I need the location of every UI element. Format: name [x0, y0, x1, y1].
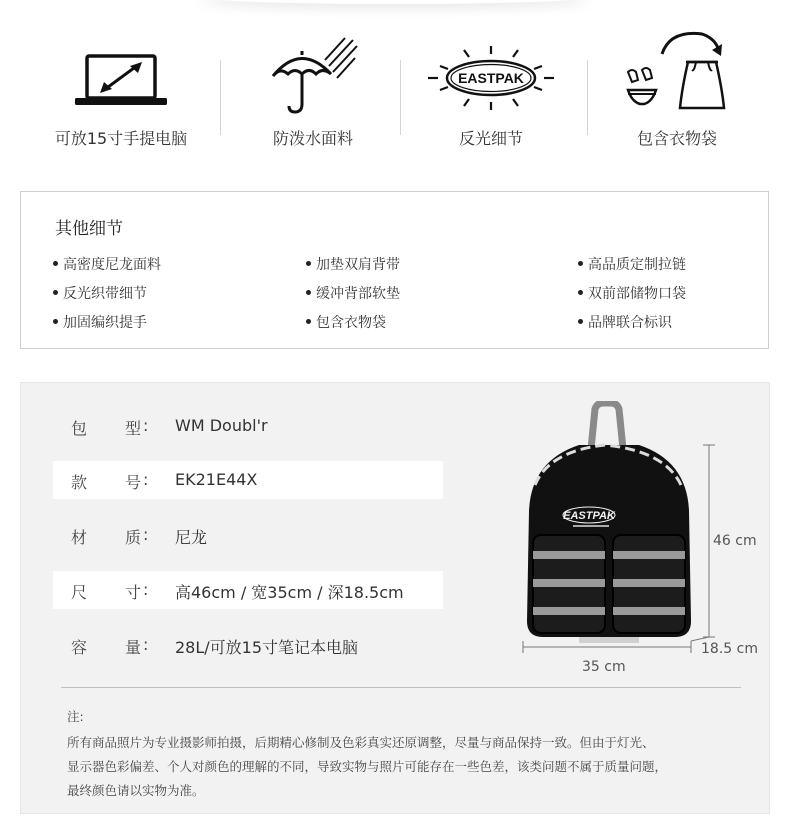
- spec-colon: :: [143, 580, 149, 599]
- detail-item: 缓冲背部软垫: [306, 283, 400, 303]
- depth-label: 18.5 cm: [701, 641, 758, 657]
- spec-colon: :: [143, 470, 149, 489]
- detail-item: 加固编织提手: [53, 312, 147, 332]
- feature-row: [0, 0, 790, 170]
- detail-item: 加垫双肩背带: [306, 254, 400, 274]
- other-details-box: [20, 191, 769, 349]
- note-title: 注:: [67, 709, 84, 724]
- spec-value: WM Doubl'r: [175, 416, 268, 435]
- detail-item: 高密度尼龙面料: [53, 254, 161, 274]
- spec-key: 量: [125, 638, 142, 657]
- detail-item: 双前部储物口袋: [578, 283, 686, 303]
- spec-key: 款: [71, 473, 88, 492]
- spec-row-material: [53, 516, 443, 554]
- spec-key: 型: [125, 419, 142, 438]
- spec-colon: :: [143, 525, 149, 544]
- spec-key: 材: [71, 528, 88, 547]
- note-line: 显示器色彩偏差、个人对颜色的理解的不同，导致实物与照片可能存在一些色差，该类问题不属于质量问题，: [67, 759, 668, 774]
- spec-row-model: [53, 461, 443, 499]
- feature-label: 反光细节: [458, 129, 523, 148]
- spec-key: 寸: [125, 583, 142, 602]
- note-line: 最终颜色请以实物为准。: [67, 783, 205, 798]
- detail-item: 品牌联合标识: [578, 312, 672, 332]
- divider: [400, 60, 401, 135]
- spec-colon: :: [143, 635, 149, 654]
- feature-laptop: [36, 0, 206, 170]
- spec-row-size: [53, 571, 443, 609]
- spec-divider: [61, 687, 741, 688]
- spec-value: EK21E44X: [175, 470, 258, 489]
- feature-waterproof: [228, 0, 398, 170]
- spec-row-capacity: [53, 626, 443, 664]
- other-details-title: 其他细节: [55, 219, 123, 239]
- feature-label: 包含衣物袋: [636, 129, 717, 148]
- laptop-icon: [73, 52, 169, 108]
- feature-label: 可放15寸手提电脑: [54, 129, 188, 148]
- spec-panel: [20, 382, 770, 814]
- spec-key: 容: [71, 638, 88, 657]
- umbrella-rain-icon: [265, 36, 361, 116]
- height-label: 46 cm: [713, 533, 757, 549]
- backpack-logo-text: EASTPAK: [563, 510, 615, 522]
- spec-colon: :: [143, 416, 149, 435]
- spec-key: 包: [71, 419, 88, 438]
- backpack-handle: [591, 403, 623, 449]
- note-line: 所有商品照片为专业摄影师拍摄，后期精心修制及色彩真实还原调整，尽量与商品保持一致。但由于灯光、: [67, 735, 655, 750]
- feature-pouch: [592, 0, 762, 170]
- width-label: 35 cm: [582, 659, 626, 675]
- spec-value: 28L/可放15寸笔记本电脑: [175, 638, 359, 657]
- feature-label: 防泼水面料: [272, 129, 353, 148]
- detail-item: 反光织带细节: [53, 283, 147, 303]
- eastpak-reflective-logo-icon: [426, 44, 556, 114]
- spec-row-type: [53, 407, 443, 445]
- divider: [220, 60, 221, 135]
- spec-key: 尺: [71, 583, 88, 602]
- feature-reflective: [406, 0, 576, 170]
- divider: [587, 60, 588, 135]
- clothes-pouch-icon: [622, 28, 732, 112]
- spec-key: 号: [125, 473, 142, 492]
- detail-item: 高品质定制拉链: [578, 254, 686, 274]
- spec-value: 高46cm / 宽35cm / 深18.5cm: [175, 583, 404, 602]
- detail-item: 包含衣物袋: [306, 312, 386, 332]
- eastpak-logo-text: EASTPAK: [458, 70, 524, 86]
- spec-value: 尼龙: [175, 528, 208, 547]
- spec-key: 质: [125, 528, 142, 547]
